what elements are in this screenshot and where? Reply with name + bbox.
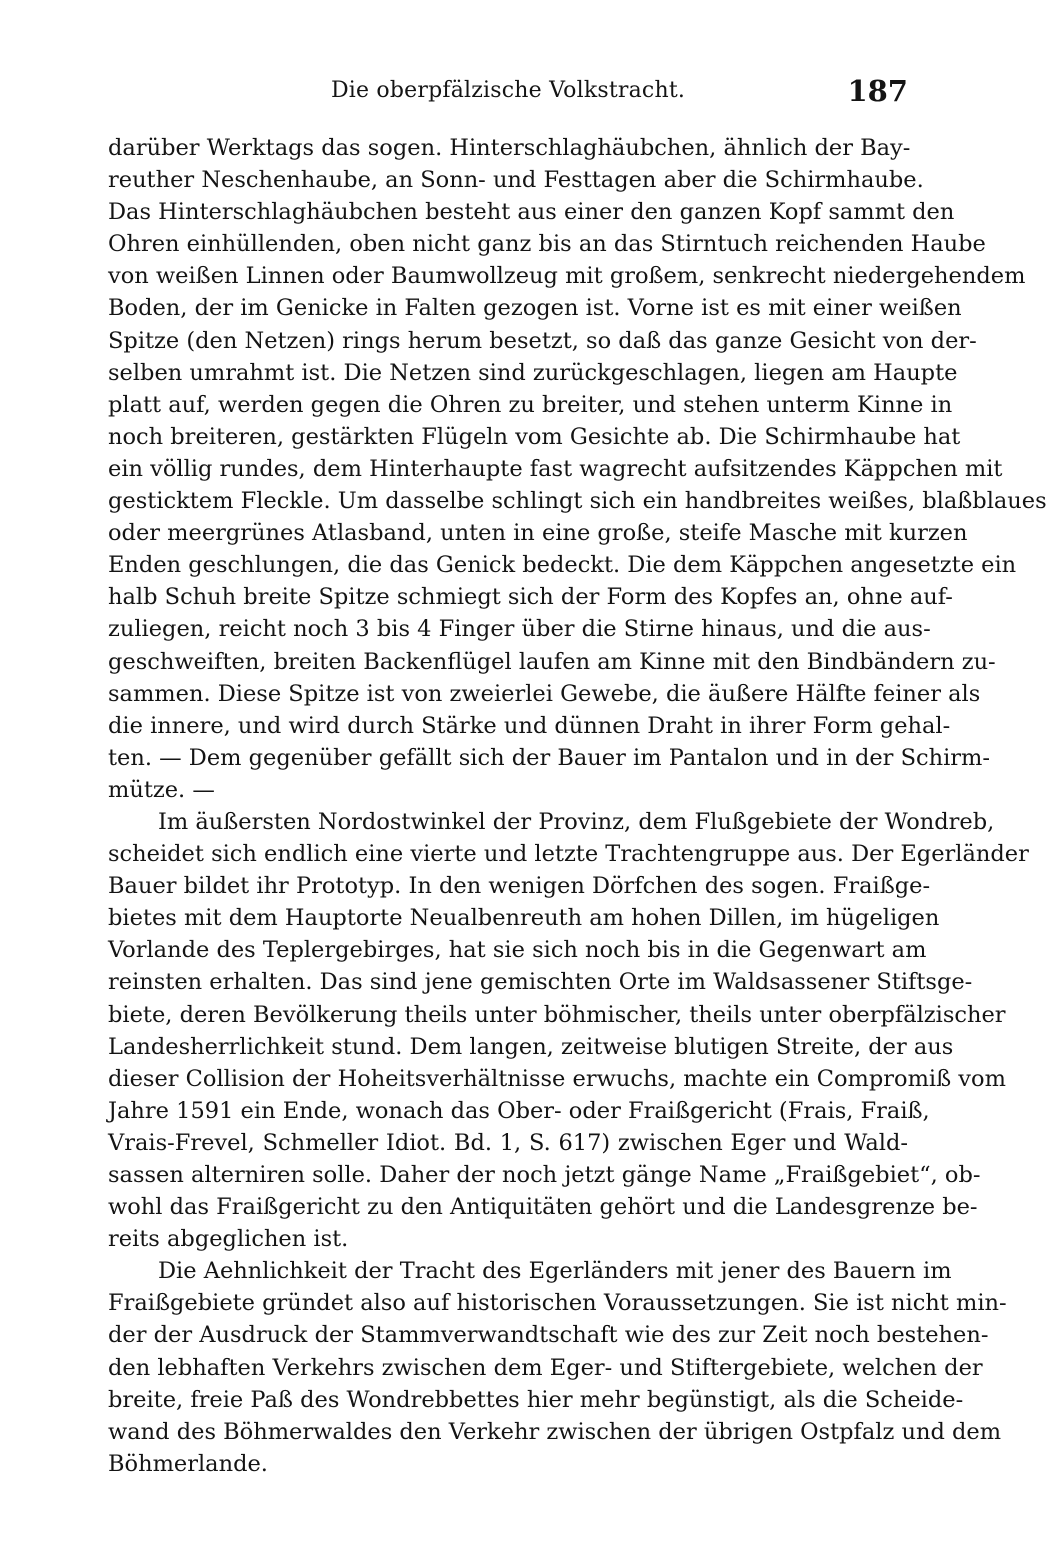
text-line: Die Aehnlichkeit der Tracht des Egerländers mit jener des Bauern im: [158, 1258, 952, 1285]
text-line: ten. — Dem gegenüber gefällt sich der Bauer im Pantalon und in der Schirm-: [108, 744, 990, 771]
text-line: Enden geschlungen, die das Genick bedeckt. Die dem Käppchen angesetzte ein: [108, 552, 1017, 579]
text-line: dieser Collision der Hoheitsverhältnisse erwuchs, machte ein Compromiß vom: [108, 1065, 1006, 1092]
text-line: Spitze (den Netzen) rings herum besetzt, so daß das ganze Gesicht von der-: [108, 327, 977, 354]
text-line: sassen alterniren solle. Daher der noch jetzt gänge Name „Fraißgebiet“, ob-: [108, 1162, 981, 1188]
text-line: den lebhaften Verkehrs zwischen dem Eger- und Stiftergebiete, welchen der: [108, 1354, 983, 1381]
text-line: Böhmerlande.: [108, 1450, 268, 1477]
running-head: Die oberpfälzische Volkstracht.: [330, 78, 686, 103]
text-line: Landesherrlichkeit stund. Dem langen, zeitweise blutigen Streite, der aus: [108, 1033, 954, 1060]
text-line: zuliegen, reicht noch 3 bis 4 Finger über die Stirne hinaus, und die aus-: [108, 616, 931, 643]
text-line: geschweiften, breiten Backenflügel laufen am Kinne mit den Bindbändern zu-: [108, 648, 996, 675]
text-line: sammen. Diese Spitze ist von zweierlei Gewebe, die äußere Hälfte feiner als: [108, 680, 981, 707]
text-line: Ohren einhüllenden, oben nicht ganz bis an das Stirntuch reichenden Haube: [108, 231, 986, 258]
text-line: Jahre 1591 ein Ende, wonach das Ober- oder Fraißgericht (Frais, Fraiß,: [108, 1097, 930, 1124]
paragraph: [108, 1255, 1007, 1480]
text-line: gesticktem Fleckle. Um dasselbe schlingt sich ein handbreites weißes, blaßblaues: [108, 488, 1047, 515]
paragraph: [108, 806, 1029, 1255]
text-line: Fraißgebiete gründet also auf historischen Voraussetzungen. Sie ist nicht min-: [108, 1290, 1007, 1317]
text-line: wohl das Fraißgericht zu den Antiquitäten gehört und die Landesgrenze be-: [108, 1194, 978, 1221]
text-line: Das Hinterschlaghäubchen besteht aus einer den ganzen Kopf sammt den: [108, 199, 955, 226]
text-line: darüber Werktags das sogen. Hinterschlaghäubchen, ähnlich der Bay-: [108, 135, 911, 161]
text-line: oder meergrünes Atlasband, unten in eine große, steife Masche mit kurzen: [108, 520, 968, 547]
text-line: Bauer bildet ihr Prototyp. In den wenigen Dörfchen des sogen. Fraißge-: [108, 873, 931, 900]
text-line: bietes mit dem Hauptorte Neualbenreuth am hohen Dillen, im hügeligen: [108, 905, 940, 932]
text-line: noch breiteren, gestärkten Flügeln vom Gesichte ab. Die Schirmhaube hat: [108, 423, 961, 450]
text-line: Vorlande des Teplergebirges, hat sie sich noch bis in die Gegenwart am: [108, 937, 927, 964]
text-line: ein völlig rundes, dem Hinterhaupte fast wagrecht aufsitzendes Käppchen mit: [108, 455, 1003, 482]
text-line: Im äußersten Nordostwinkel der Provinz, dem Flußgebiete der Wondreb,: [158, 808, 995, 835]
page-header: [108, 74, 908, 114]
body-text: [108, 132, 1047, 1480]
text-line: der der Ausdruck der Stammverwandtschaft wie des zur Zeit noch bestehen-: [108, 1322, 989, 1349]
paragraph: [108, 132, 1047, 806]
text-line: scheidet sich endlich eine vierte und letzte Trachtengruppe aus. Der Egerländer: [108, 841, 1029, 868]
text-line: reinsten erhalten. Das sind jene gemischten Orte im Waldsassener Stiftsge-: [108, 969, 973, 996]
page-number: 187: [847, 74, 908, 108]
text-line: biete, deren Bevölkerung theils unter böhmischer, theils unter oberpfälzischer: [108, 1001, 1006, 1028]
text-line: wand des Böhmerwaldes den Verkehr zwischen der übrigen Ostpfalz und dem: [108, 1418, 1002, 1445]
text-line: platt auf, werden gegen die Ohren zu breiter, und stehen unterm Kinne in: [108, 391, 953, 418]
text-line: von weißen Linnen oder Baumwollzeug mit großem, senkrecht niedergehendem: [108, 263, 1026, 290]
text-line: selben umrahmt ist. Die Netzen sind zurückgeschlagen, liegen am Haupte: [108, 359, 958, 386]
text-line: halb Schuh breite Spitze schmiegt sich der Form des Kopfes an, ohne auf-: [108, 584, 953, 611]
text-line: Boden, der im Genicke in Falten gezogen ist. Vorne ist es mit einer weißen: [108, 295, 962, 322]
text-line: mütze. —: [108, 776, 215, 803]
text-line: Vrais-Frevel, Schmeller Idiot. Bd. 1, S. 617) zwischen Eger und Wald-: [108, 1129, 908, 1156]
text-line: reuther Neschenhaube, an Sonn- und Festtagen aber die Schirmhaube.: [108, 167, 924, 194]
text-line: die innere, und wird durch Stärke und dünnen Draht in ihrer Form gehal-: [108, 712, 951, 739]
text-line: reits abgeglichen ist.: [108, 1226, 349, 1253]
text-line: breite, freie Paß des Wondrebbettes hier mehr begünstigt, als die Scheide-: [108, 1386, 964, 1413]
